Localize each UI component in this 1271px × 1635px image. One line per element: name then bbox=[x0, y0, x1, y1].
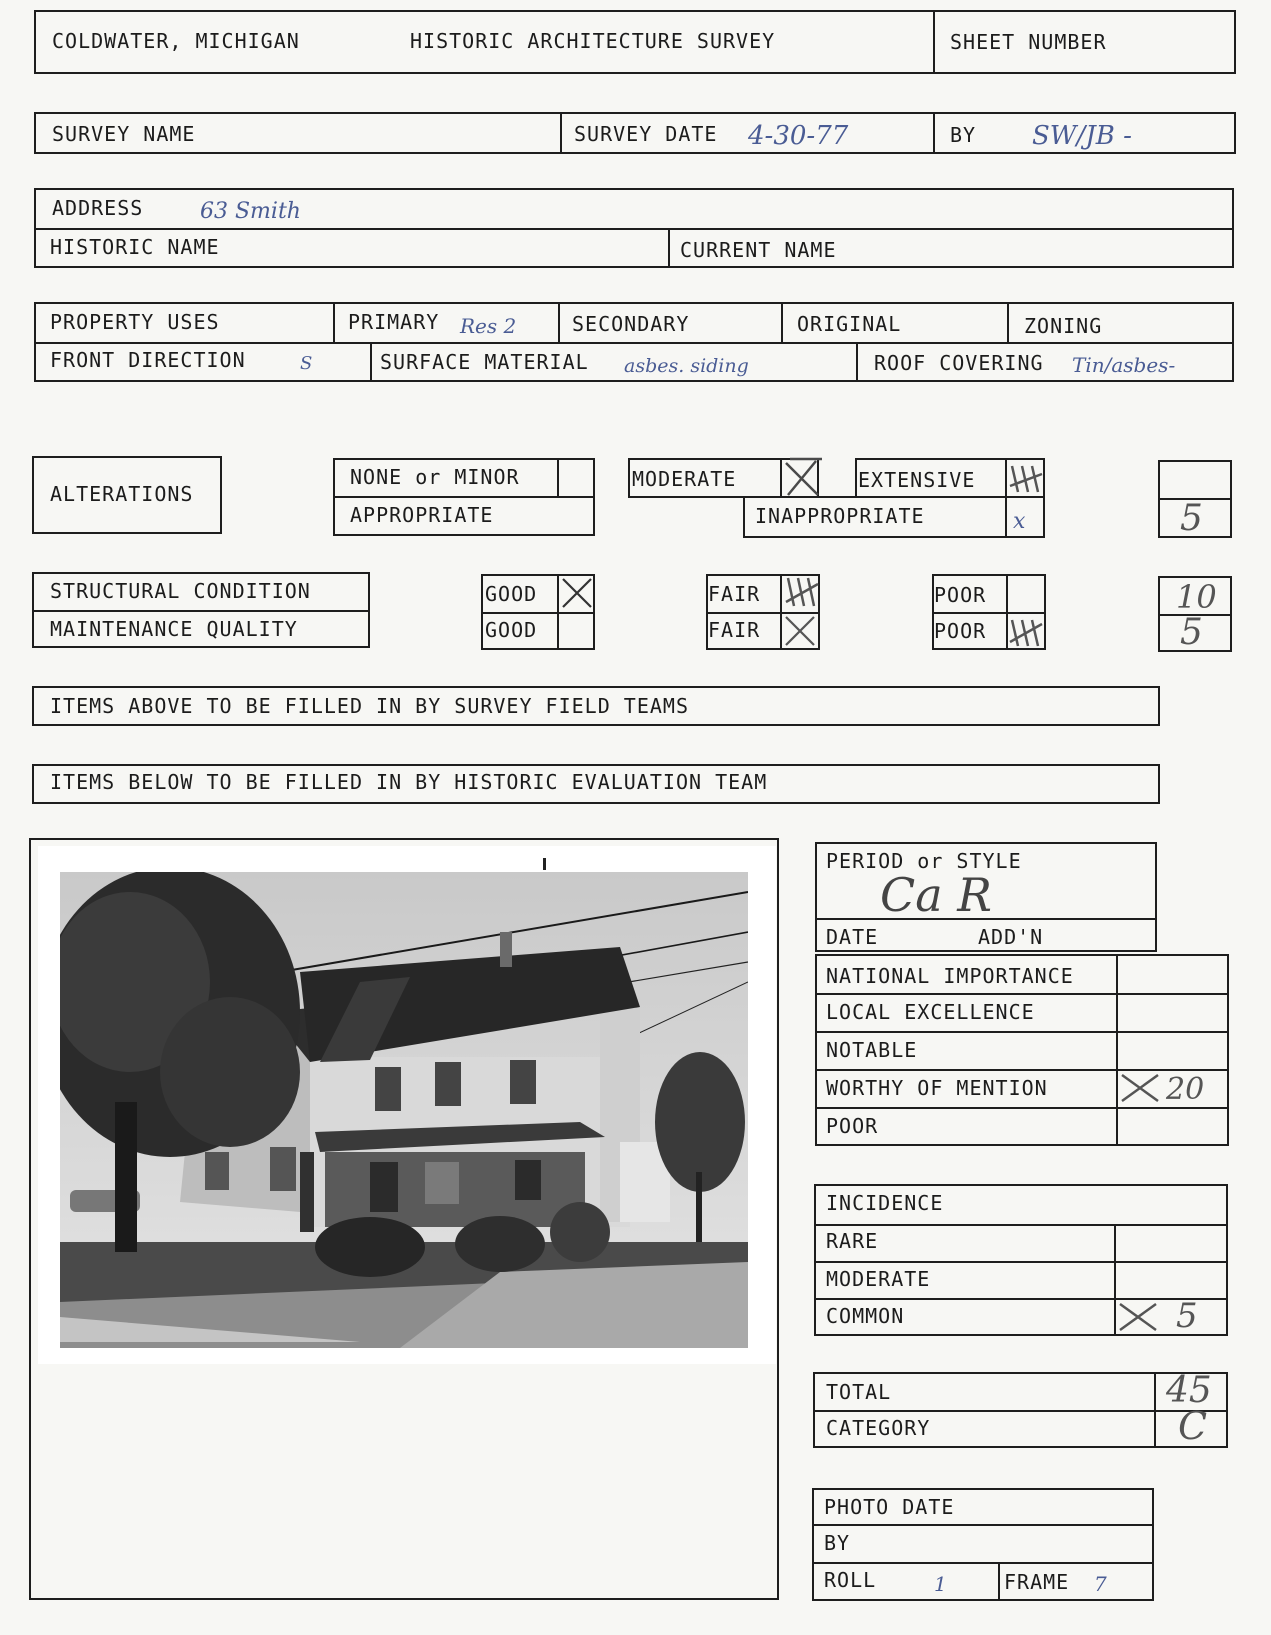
alterations-label: ALTERATIONS bbox=[50, 482, 194, 506]
total-value: 45 bbox=[1166, 1370, 1212, 1411]
structural-fair-label: FAIR bbox=[708, 582, 761, 606]
structural-poor-label: POOR bbox=[934, 583, 987, 607]
surface-material-value: asbes. siding bbox=[624, 355, 749, 377]
appropriate-label: APPROPRIATE bbox=[350, 503, 494, 527]
structural-good-check-mark bbox=[560, 576, 594, 610]
inappropriate-label: INAPPROPRIATE bbox=[755, 504, 925, 528]
common-label: COMMON bbox=[826, 1304, 905, 1328]
frame-value: 7 bbox=[1094, 1572, 1107, 1596]
survey-date-value: 4-30-77 bbox=[748, 121, 849, 151]
notable-label: NOTABLE bbox=[826, 1038, 918, 1062]
maintenance-poor-crossed-mark bbox=[1006, 614, 1046, 650]
incidence-moderate-label: MODERATE bbox=[826, 1267, 931, 1291]
secondary-use-label: SECONDARY bbox=[572, 312, 690, 336]
surveyed-by-value: SW/JB - bbox=[1032, 121, 1132, 151]
worthy-score: 20 bbox=[1166, 1072, 1205, 1107]
roll-value: 1 bbox=[934, 1572, 947, 1596]
survey-name-label: SURVEY NAME bbox=[52, 122, 196, 146]
common-check-mark bbox=[1116, 1300, 1160, 1334]
historic-name-label: HISTORIC NAME bbox=[50, 235, 220, 259]
roll-label: ROLL bbox=[824, 1568, 877, 1592]
current-name-label: CURRENT NAME bbox=[680, 238, 837, 262]
rare-label: RARE bbox=[826, 1229, 879, 1253]
survey-date-label: SURVEY DATE bbox=[574, 122, 718, 146]
period-style-label: PERIOD or STYLE bbox=[826, 849, 1022, 873]
category-label: CATEGORY bbox=[826, 1416, 931, 1440]
surface-material-label: SURFACE MATERIAL bbox=[380, 350, 589, 374]
frame-label: FRAME bbox=[1004, 1570, 1070, 1594]
worthy-check-mark bbox=[1118, 1071, 1162, 1105]
total-label: TOTAL bbox=[826, 1380, 892, 1404]
survey-title: HISTORIC ARCHITECTURE SURVEY bbox=[410, 29, 776, 53]
alterations-score: 5 bbox=[1180, 498, 1203, 539]
front-direction-value: S bbox=[300, 353, 313, 374]
category-value: C bbox=[1178, 1404, 1208, 1448]
roof-covering-value: Tin/asbes- bbox=[1072, 353, 1176, 377]
photo-tack-mark bbox=[543, 858, 546, 870]
moderate-label: MODERATE bbox=[632, 467, 737, 491]
structural-fair-crossed-mark bbox=[782, 572, 822, 612]
address-value: 63 Smith bbox=[200, 199, 301, 224]
incidence-label: INCIDENCE bbox=[826, 1191, 944, 1215]
property-uses-label: PROPERTY USES bbox=[50, 310, 220, 334]
extensive-crossed-mark bbox=[1006, 460, 1046, 496]
moderate-check-mark bbox=[782, 455, 824, 501]
evaluation-poor-label: POOR bbox=[826, 1114, 879, 1138]
structural-score: 10 bbox=[1176, 578, 1217, 616]
common-score: 5 bbox=[1176, 1296, 1198, 1336]
structural-good-label: GOOD bbox=[485, 582, 538, 606]
national-importance-label: NATIONAL IMPORTANCE bbox=[826, 964, 1074, 988]
zoning-label: ZONING bbox=[1024, 314, 1103, 338]
photo-date-label: PHOTO DATE bbox=[824, 1495, 955, 1519]
field-teams-note: ITEMS ABOVE TO BE FILLED IN BY SURVEY FIELD TEAMS bbox=[50, 694, 690, 718]
addition-label: ADD'N bbox=[978, 925, 1044, 949]
city-label: COLDWATER, MICHIGAN bbox=[52, 29, 300, 53]
extensive-label: EXTENSIVE bbox=[858, 468, 976, 492]
front-direction-label: FRONT DIRECTION bbox=[50, 348, 246, 372]
maintenance-poor-label: POOR bbox=[934, 619, 987, 643]
sheet-number-label: SHEET NUMBER bbox=[950, 30, 1107, 54]
roof-covering-label: ROOF COVERING bbox=[874, 351, 1044, 375]
maintenance-good-label: GOOD bbox=[485, 618, 538, 642]
maintenance-fair-check-mark bbox=[782, 613, 818, 649]
surveyed-by-label: BY bbox=[950, 123, 977, 147]
primary-use-label: PRIMARY bbox=[348, 310, 440, 334]
photo-by-label: BY bbox=[824, 1531, 851, 1555]
evaluation-team-note: ITEMS BELOW TO BE FILLED IN BY HISTORIC EVALUATION TEAM bbox=[50, 770, 768, 794]
worthy-of-mention-label: WORTHY OF MENTION bbox=[826, 1076, 1048, 1100]
local-excellence-label: LOCAL EXCELLENCE bbox=[826, 1000, 1035, 1024]
maintenance-fair-label: FAIR bbox=[708, 618, 761, 642]
primary-use-value: Res 2 bbox=[460, 314, 517, 338]
structural-condition-label: STRUCTURAL CONDITION bbox=[50, 579, 311, 603]
none-minor-label: NONE or MINOR bbox=[350, 465, 520, 489]
period-style-value: Ca R bbox=[880, 868, 992, 922]
maintenance-quality-label: MAINTENANCE QUALITY bbox=[50, 617, 298, 641]
date-label: DATE bbox=[826, 925, 879, 949]
house-photograph bbox=[60, 872, 748, 1348]
address-label: ADDRESS bbox=[52, 196, 144, 220]
original-use-label: ORIGINAL bbox=[797, 312, 902, 336]
maintenance-score: 5 bbox=[1180, 612, 1203, 653]
inappropriate-mark: x bbox=[1013, 509, 1026, 534]
